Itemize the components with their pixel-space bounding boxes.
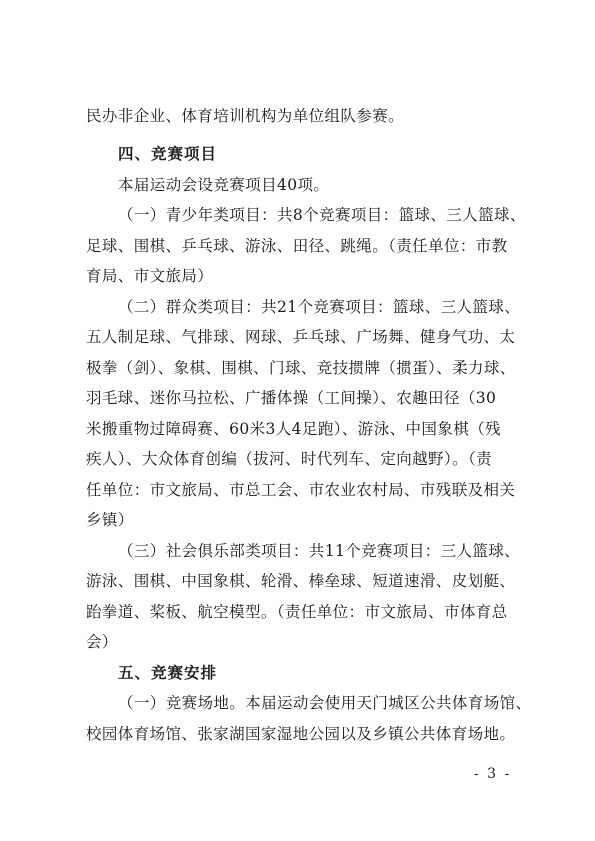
body-text-line: 校园体育场馆、张家湖国家湿地公园以及乡镇公共体育场地。 [86,725,516,743]
body-text-line: 足球、围棋、乒乓球、游泳、田径、跳绳。（责任单位：市教 [86,237,508,255]
body-text-line: （二）群众类项目：共21个竞赛项目：篮球、三人篮球、 [118,298,521,316]
body-text-line: 羽毛球、迷你马拉松、广播体操（工间操）、农趣田径（30 [86,389,497,407]
body-text-line: 极拳（剑）、象棋、围棋、门球、竞技掼牌（掼蛋）、柔力球、 [86,359,516,377]
body-text-line: 米搬重物过障碍赛、60米3人4足跑）、游泳、中国象棋（残 [86,420,501,438]
body-text-line: 育局、市文旅局） [86,267,214,285]
body-text-line: （三）社会俱乐部类项目：共11个竞赛项目：三人篮球、 [118,542,521,560]
body-text-line: 本届运动会设竞赛项目40项。 [118,176,330,194]
section-heading: 五、竞赛安排 [118,664,218,682]
body-text-line: （一）竞赛场地。本届运动会使用天门城区公共体育场馆、 [118,694,532,712]
section-heading: 四、竞赛项目 [118,145,218,163]
body-text-line: 会） [86,633,118,651]
page-number: - 3 - [474,766,512,782]
body-text-line: 疾人）、大众体育创编（拔河、时代列车、定向越野）。（责 [86,450,493,468]
body-text-line: 跆拳道、桨板、航空模型。（责任单位：市文旅局、市体育总 [86,603,508,621]
body-text-line: 乡镇） [86,511,134,529]
body-text-line: 任单位：市文旅局、市总工会、市农业农村局、市残联及相关 [86,481,516,499]
body-text-line: 民办非企业、体育培训机构为单位组队参赛。 [86,107,405,125]
body-text-line: 五人制足球、气排球、网球、乒乓球、广场舞、健身气功、太 [86,328,516,346]
body-text-line: （一）青少年类项目：共8个竞赛项目：篮球、三人篮球、 [118,206,526,224]
body-text-line: 游泳、围棋、中国象棋、轮滑、棒垒球、短道速滑、皮划艇、 [86,572,516,590]
